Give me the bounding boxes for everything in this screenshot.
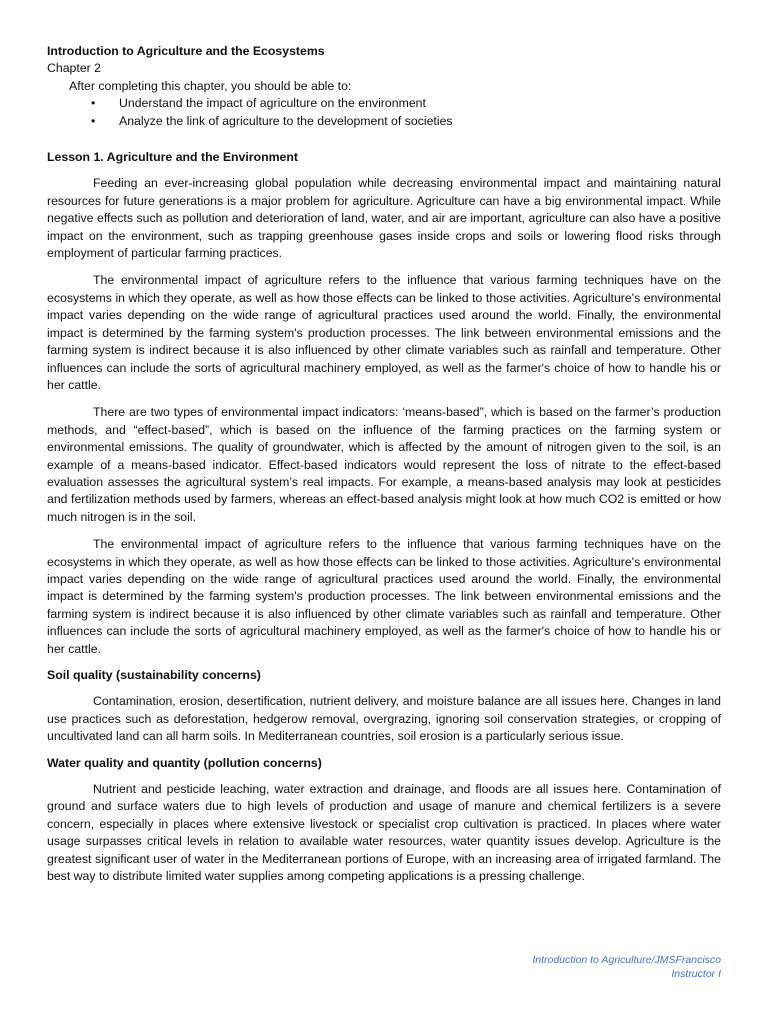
- paragraph: The environmental impact of agriculture refers to the influence that various farming techniques have on the ecosystems in which they operate, as well as how those effects can be linked to those activities. Agriculture's environmental impact varies depending on the wide range of agricultural practices used around the world. Finally, the environmental impact is determined by the farming system's production processes. The link between environmental emissions and the farming system is indirect because it is also influenced by other climate variables such as rainfall and temperature. Other influences can include the sorts of agricultural machinery employed, as well as the farmer's choice of how to handle his or her cattle.: [47, 537, 721, 656]
- objective-text: Analyze the link of agriculture to the development of societies: [119, 113, 453, 128]
- paragraph: Feeding an ever-increasing global population while decreasing environmental impact and maintaining natural resources for future generations is a major problem for agriculture. Agriculture can have a big environmental impact. While negative effects such as pollution and deterioration of land, water, and air are important, agriculture can also have a positive impact on the environment, such as trapping greenhouse gases inside crops and soils or lowering flood risks through employment of particular farming practices.: [47, 176, 721, 261]
- objective-item: [47, 95, 721, 112]
- page-footer: [532, 953, 721, 981]
- objective-text: Understand the impact of agriculture on the environment: [119, 96, 426, 111]
- document-body: [47, 43, 721, 885]
- paragraph: Nutrient and pesticide leaching, water extraction and drainage, and floods are all issues here. Contamination of ground and surface waters due to high levels of production and usage of manure and chemical fertilizers is a severe concern, especially in places where extensive livestock or specialist crop cultivation is practiced. In places where water usage surpasses critical levels in relation to available water resources, water quantity issues develop. Agriculture is the greatest significant user of water in the Mediterranean portions of Europe, with an increasing area of irrigated farmland. The best way to distribute limited water supplies among competing applications is a pressing challenge.: [47, 782, 721, 884]
- objectives-intro: After completing this chapter, you should be able to:: [69, 78, 352, 93]
- document-title: Introduction to Agriculture and the Ecosystems: [47, 44, 325, 58]
- bullet-icon: •: [91, 113, 96, 128]
- paragraph: Contamination, erosion, desertification, nutrient delivery, and moisture balance are all issues here. Changes in land use practices such as deforestation, hedgerow removal, overgrazing, ignoring soil conservation strategies, or cropping of uncultivated land can all harm soils. In Mediterranean countries, soil erosion is a particularly serious issue.: [47, 694, 721, 744]
- chapter-label: Chapter 2: [47, 61, 102, 76]
- footer-course: Introduction to Agriculture/JMSFrancisco: [532, 954, 721, 966]
- bullet-icon: •: [91, 96, 96, 111]
- section-heading-soil: Soil quality (sustainability concerns): [47, 668, 261, 682]
- section-heading-water: Water quality and quantity (pollution concerns): [47, 755, 322, 770]
- lesson-heading: Lesson 1. Agriculture and the Environment: [47, 150, 298, 165]
- objectives-list: [47, 95, 721, 130]
- paragraph: There are two types of environmental impact indicators: ‘means-based”, which is based on the farmer’s production methods, and “effect-based”, which is based on the influence of the farming practices on the farming system or environmental emissions. The quality of groundwater, which is affected by the amount of nitrogen given to the soil, is an example of a means-based indicator. Effect-based indicators would represent the loss of nitrate to the effect-based evaluation assesses the agricultural system’s real impacts. For example, a means-based analysis may look at pesticides and fertilization methods used by farmers, whereas an effect-based analysis might look at how much CO2 is emitted or how much nitrogen is in the soil.: [47, 405, 721, 524]
- paragraph: The environmental impact of agriculture refers to the influence that various farming techniques have on the ecosystems in which they operate, as well as how those effects can be linked to those activities. Agriculture's environmental impact varies depending on the wide range of agricultural practices used around the world. Finally, the environmental impact is determined by the farming system's production processes. The link between environmental emissions and the farming system is indirect because it is also influenced by other climate variables such as rainfall and temperature. Other influences can include the sorts of agricultural machinery employed, as well as the farmer's choice of how to handle his or her cattle.: [47, 273, 721, 392]
- footer-instructor: Instructor I: [671, 968, 721, 980]
- objective-item: [47, 113, 721, 130]
